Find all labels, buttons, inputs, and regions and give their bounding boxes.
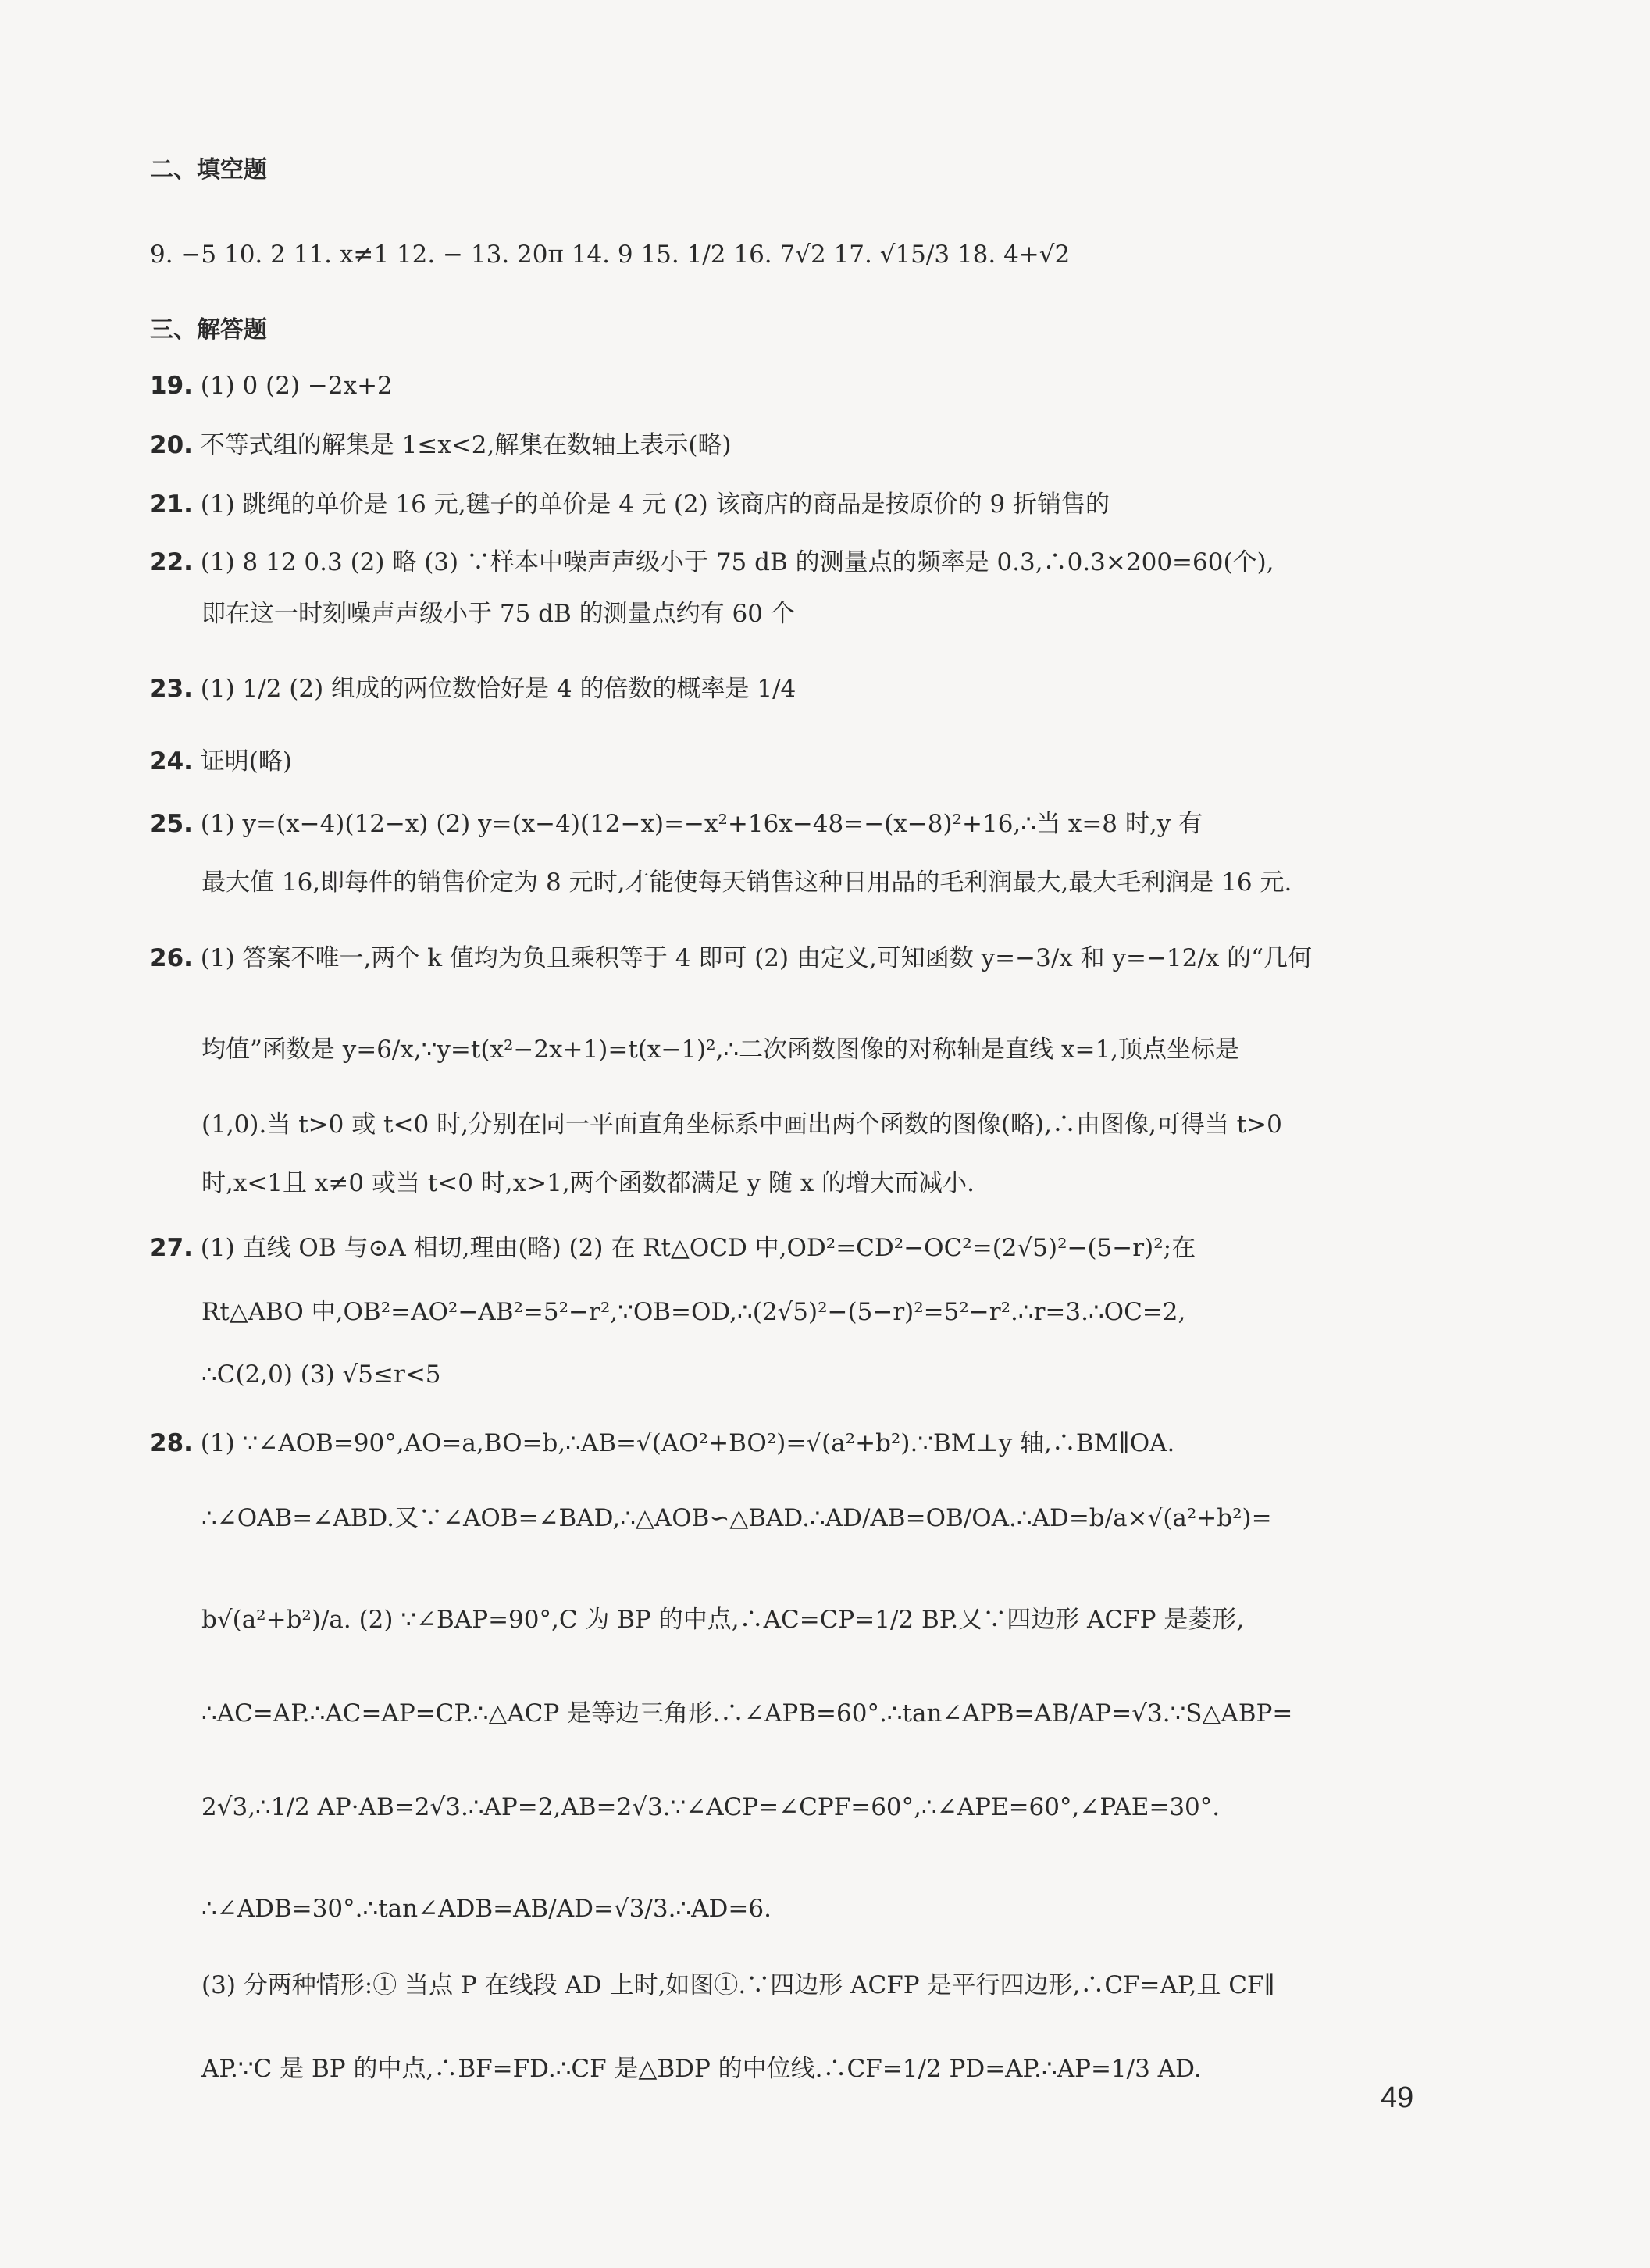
answer-line: 时,x<1且 x≠0 或当 t<0 时,x>1,两个函数都满足 y 随 x 的增大而减小. xyxy=(201,1169,975,1197)
question-number: 20. xyxy=(150,431,193,459)
question-number: 28. xyxy=(150,1429,193,1457)
question-number: 22. xyxy=(150,548,193,576)
answer-line: ∴∠OAB=∠ABD.又∵∠AOB=∠BAD,∴△AOB∽△BAD.∴AD/AB=OB/OA.∴AD=b/a×√(a²+b²)= xyxy=(201,1504,1272,1532)
question-number: 25. xyxy=(150,810,193,838)
answer-line: AP.∵C 是 BP 的中点,∴BF=FD.∴CF 是△BDP 的中位线.∴CF=1/2 PD=AP.∴AP=1/3 AD. xyxy=(201,2055,1202,2083)
answer-line: 26. (1) 答案不唯一,两个 k 值均为负且乘积等于 4 即可 (2) 由定义,可知函数 y=−3/x 和 y=−12/x 的“几何 xyxy=(150,944,1313,972)
answer-line: 2√3,∴1/2 AP·AB=2√3.∴AP=2,AB=2√3.∵∠ACP=∠CPF=60°,∴∠APE=60°,∠PAE=30°. xyxy=(201,1793,1221,1821)
question-number: 21. xyxy=(150,490,193,519)
answer-line: ∴C(2,0) (3) √5≤r<5 xyxy=(201,1360,441,1389)
answer-line: 24. 证明(略) xyxy=(150,747,292,776)
page-number: 49 xyxy=(1381,2081,1414,2114)
answer-line: 23. (1) 1/2 (2) 组成的两位数恰好是 4 的倍数的概率是 1/4 xyxy=(150,675,796,703)
answer-line: 25. (1) y=(x−4)(12−x) (2) y=(x−4)(12−x)=−x²+16x−48=−(x−8)²+16,∴当 x=8 时,y 有 xyxy=(150,810,1203,838)
section-title-fill: 二、填空题 xyxy=(150,156,267,184)
answer-line: 即在这一时刻噪声声级小于 75 dB 的测量点约有 60 个 xyxy=(201,600,795,628)
answer-line: Rt△ABO 中,OB²=AO²−AB²=5²−r²,∵OB=OD,∴(2√5)²−(5−r)²=5²−r².∴r=3.∴OC=2, xyxy=(201,1298,1186,1326)
answer-line: 均值”函数是 y=6/x,∵y=t(x²−2x+1)=t(x−1)²,∴二次函数图像的对称轴是直线 x=1,顶点坐标是 xyxy=(201,1036,1240,1064)
answer-line: b√(a²+b²)/a. (2) ∵∠BAP=90°,C 为 BP 的中点,∴AC=CP=1/2 BP.又∵四边形 ACFP 是菱形, xyxy=(201,1606,1245,1634)
section-title-solve: 三、解答题 xyxy=(150,316,267,344)
answer-line: 22. (1) 8 12 0.3 (2) 略 (3) ∵样本中噪声声级小于 75 dB 的测量点的频率是 0.3,∴0.3×200=60(个), xyxy=(150,548,1274,576)
answer-line: (1,0).当 t>0 或 t<0 时,分别在同一平面直角坐标系中画出两个函数的图像(略),∴由图像,可得当 t>0 xyxy=(201,1111,1282,1139)
question-number: 23. xyxy=(150,675,193,703)
answer-line: 20. 不等式组的解集是 1≤x<2,解集在数轴上表示(略) xyxy=(150,431,732,459)
answer-line: 27. (1) 直线 OB 与⊙A 相切,理由(略) (2) 在 Rt△OCD 中,OD²=CD²−OC²=(2√5)²−(5−r)²;在 xyxy=(150,1234,1196,1262)
answer-line: 最大值 16,即每件的销售价定为 8 元时,才能使每天销售这种日用品的毛利润最大,最大毛利润是 16 元. xyxy=(201,868,1292,897)
answer-line: 21. (1) 跳绳的单价是 16 元,毽子的单价是 4 元 (2) 该商店的商品是按原价的 9 折销售的 xyxy=(150,490,1110,519)
answer-line: 19. (1) 0 (2) −2x+2 xyxy=(150,372,393,400)
answer-line: (3) 分两种情形:① 当点 P 在线段 AD 上时,如图①.∵四边形 ACFP 是平行四边形,∴CF=AP,且 CF∥ xyxy=(201,1971,1275,1999)
answer-line: 9. −5 10. 2 11. x≠1 12. − 13. 20π 14. 9 15. 1/2 16. 7√2 17. √15/3 18. 4+√2 xyxy=(150,241,1071,269)
question-number: 27. xyxy=(150,1234,193,1262)
answer-line: 28. (1) ∵∠AOB=90°,AO=a,BO=b,∴AB=√(AO²+BO²)=√(a²+b²).∵BM⊥y 轴,∴BM∥OA. xyxy=(150,1429,1175,1457)
question-number: 19. xyxy=(150,372,193,400)
answer-line: ∴AC=AP.∴AC=AP=CP.∴△ACP 是等边三角形.∴∠APB=60°.∴tan∠APB=AB/AP=√3.∵S△ABP= xyxy=(201,1699,1293,1728)
answer-line: ∴∠ADB=30°.∴tan∠ADB=AB/AD=√3/3.∴AD=6. xyxy=(201,1895,772,1923)
question-number: 26. xyxy=(150,944,193,972)
question-number: 24. xyxy=(150,747,193,776)
